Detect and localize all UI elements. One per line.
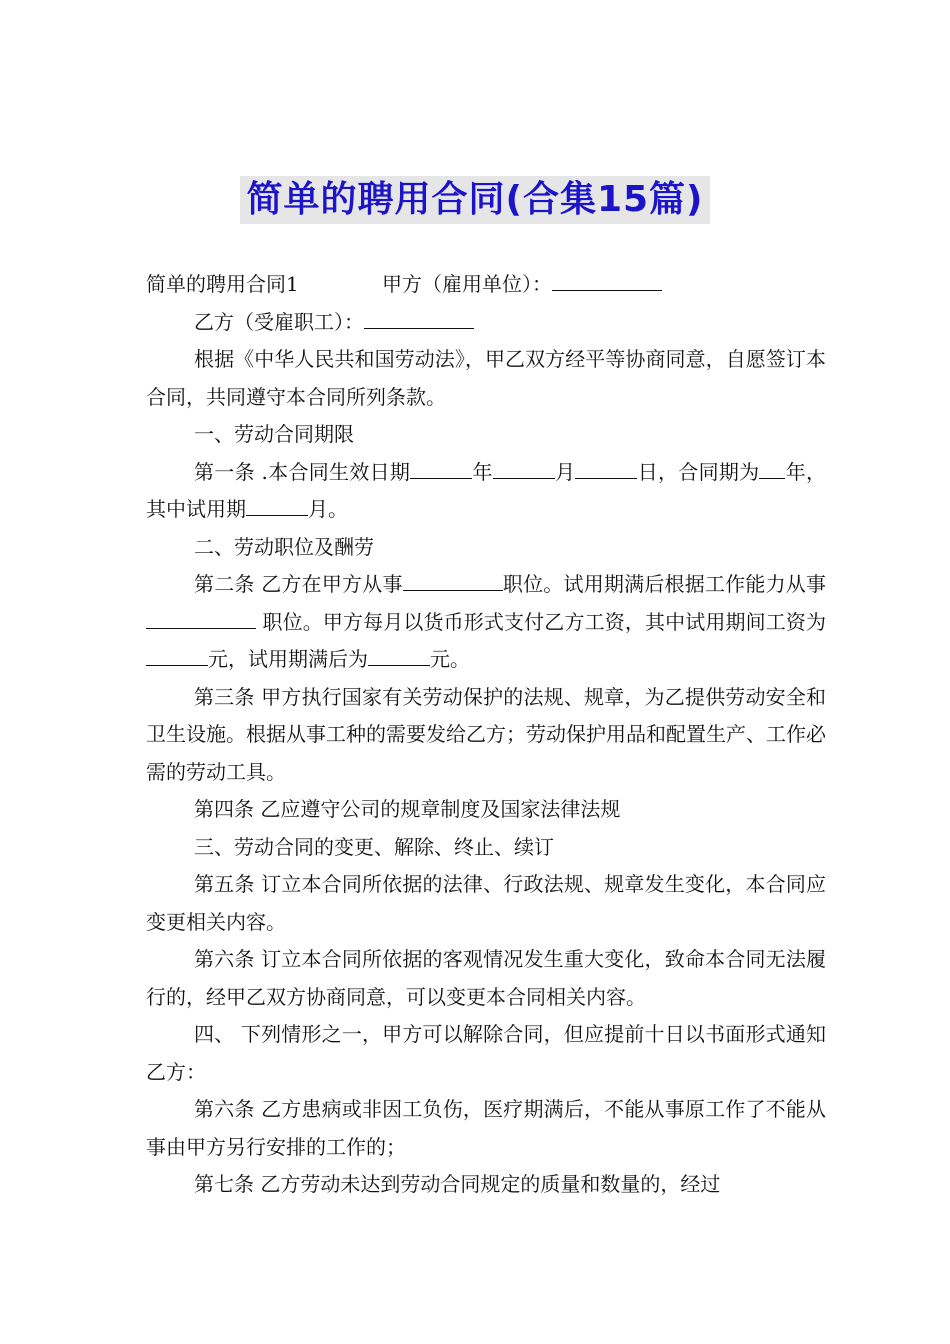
blank-year xyxy=(410,477,472,479)
blank-trial-salary xyxy=(146,664,208,666)
section-heading-2: 二、劳动职位及酬劳 xyxy=(194,534,374,559)
blank-position-1 xyxy=(403,589,503,591)
article-2-text-a: 第二条 乙方在甲方从事 xyxy=(194,572,403,596)
party-a-blank xyxy=(552,289,662,291)
article-2-text-c: 职位。甲方每月以货币形式支付乙方工资，其中试用期间工资为 xyxy=(256,609,826,634)
article-2-text-d: 元，试用期满后为 xyxy=(208,647,368,671)
contract-heading: 简单的聘用合同1 xyxy=(146,272,299,296)
article-2-text-e: 元。 xyxy=(430,647,470,671)
article-1-month-label: 月 xyxy=(554,459,576,484)
blank-month xyxy=(493,477,555,479)
article-6b: 第六条 乙方患病或非因工负伤，医疗期满后，不能从事原工作了不能从事由甲方另行安排的工作的； xyxy=(146,1097,826,1159)
blank-term-years xyxy=(759,477,785,479)
party-b-line xyxy=(146,304,826,342)
article-1-text: 第一条 .本合同生效日期 xyxy=(194,459,411,484)
article-7: 第七条 乙方劳动未达到劳动合同规定的质量和数量的，经过 xyxy=(194,1172,721,1196)
blank-day xyxy=(575,477,637,479)
section-heading-4: 四、 下列情形之一，甲方可以解除合同，但应提前十日以书面形式通知乙方： xyxy=(146,1022,826,1084)
blank-salary xyxy=(368,664,430,666)
document-body xyxy=(146,266,826,1204)
blank-position-2 xyxy=(146,627,256,629)
article-1-trial-label: 年，其中试用期 xyxy=(146,459,827,521)
article-2-text-b: 职位。试用期满后根据工作能力从事 xyxy=(502,572,826,596)
article-1 xyxy=(146,454,826,529)
party-a-label: 甲方（雇用单位）： xyxy=(382,272,552,296)
article-6: 第六条 订立本合同所依据的客观情况发生重大变化，致命本合同无法履行的，经甲乙双方协商同意，可以变更本合同相关内容。 xyxy=(146,947,826,1009)
article-4: 第四条 乙应遵守公司的规章制度及国家法律法规 xyxy=(194,797,621,821)
article-2 xyxy=(146,566,826,679)
article-1-end: 月。 xyxy=(308,497,348,521)
article-1-year-label: 年 xyxy=(472,459,493,484)
document-title: 简单的聘用合同(合集15篇) xyxy=(240,176,709,224)
article-5: 第五条 订立本合同所依据的法律、行政法规、规章发生变化，本合同应变更相关内容。 xyxy=(146,872,826,934)
title-container xyxy=(0,176,950,224)
party-b-blank xyxy=(364,327,474,329)
article-1-day-label: 日，合同期为 xyxy=(637,459,760,484)
party-a-field xyxy=(382,266,662,304)
header-line xyxy=(146,266,826,304)
blank-trial-months xyxy=(246,514,308,516)
section-heading-1: 一、劳动合同期限 xyxy=(194,422,354,446)
article-3: 第三条 甲方执行国家有关劳动保护的法规、规章，为乙提供劳动安全和卫生设施。根据从事工种的需要发给乙方；劳动保护用品和配置生产、工作必需的劳动工具。 xyxy=(146,684,826,784)
party-b-label: 乙方（受雇职工）： xyxy=(194,309,364,334)
section-heading-3: 三、劳动合同的变更、解除、终止、续订 xyxy=(194,834,554,859)
paragraph-intro: 根据《中华人民共和国劳动法》，甲乙双方经平等协商同意，自愿签订本合同，共同遵守本合同所列条款。 xyxy=(146,347,826,409)
